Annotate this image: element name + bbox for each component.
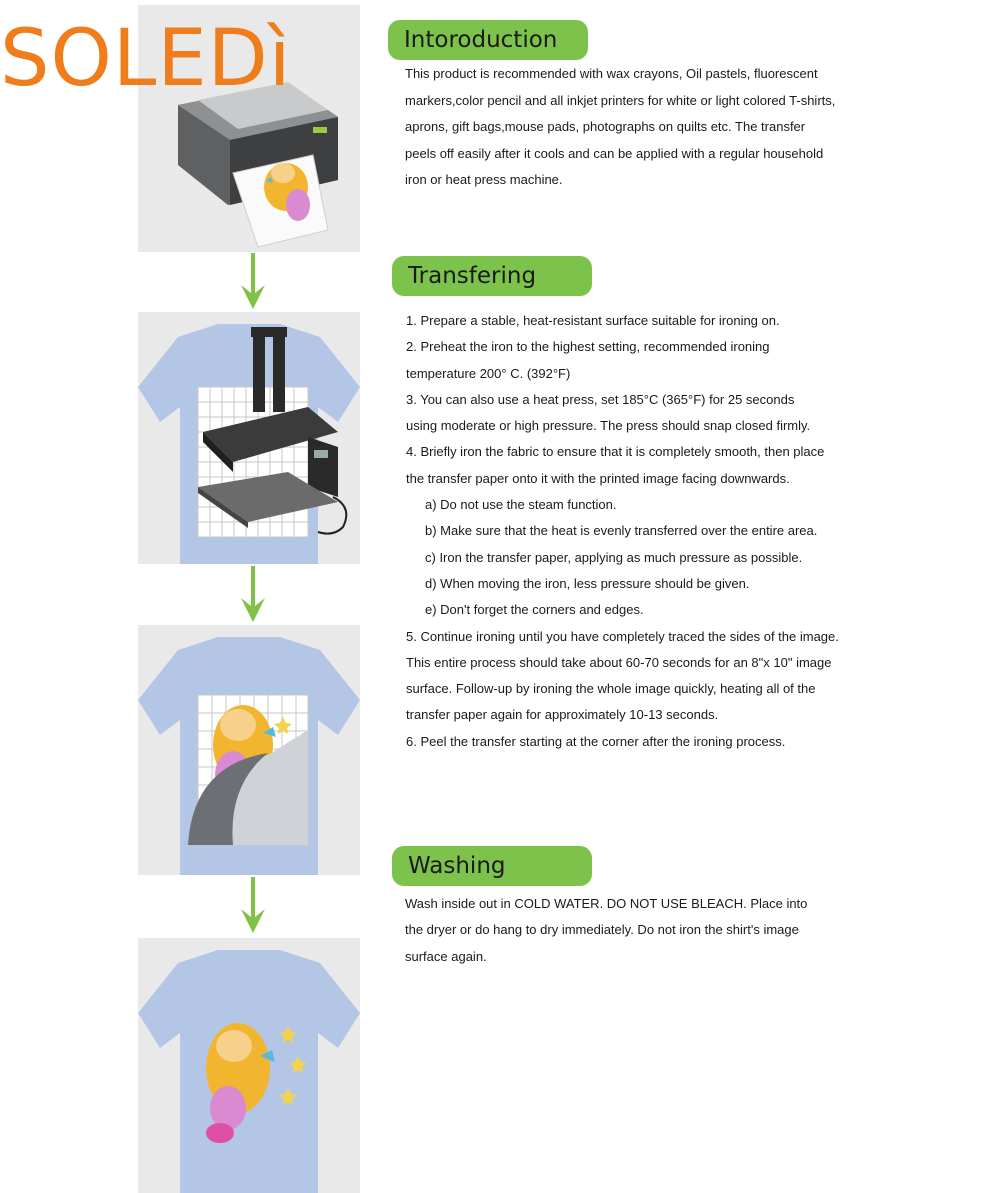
text-line: 5. Continue ironing until you have completely traced the sides of the image. <box>406 628 839 644</box>
peeling-transfer-illustration <box>138 625 360 875</box>
text-line: 3. You can also use a heat press, set 185°C (365°F) for 25 seconds <box>406 391 795 407</box>
step-arrow-3 <box>239 877 267 935</box>
text-line: temperature 200° C. (392°F) <box>406 365 571 381</box>
text-line: Wash inside out in COLD WATER. DO NOT USE BLEACH. Place into <box>405 896 808 911</box>
step-arrow-1 <box>239 253 267 311</box>
introduction-text <box>405 61 990 194</box>
text-line: iron or heat press machine. <box>405 172 563 187</box>
text-line: surface again. <box>405 948 487 964</box>
washing-text <box>405 891 990 970</box>
transfering-text <box>406 308 991 755</box>
heat-press-illustration <box>138 312 360 564</box>
text-line: a) Do not use the steam function. <box>425 497 617 513</box>
text-line: 2. Preheat the iron to the highest setting, recommended ironing <box>406 339 770 355</box>
finished-shirt-illustration <box>138 938 360 1193</box>
text-line: surface. Follow-up by ironing the whole image quickly, heating all of the <box>406 681 816 697</box>
introduction-heading: Intoroduction <box>388 20 588 60</box>
text-line: aprons, gift bags,mouse pads, photographs on quilts etc. The transfer <box>405 119 806 134</box>
text-line: markers,color pencil and all inkjet printers for white or light colored T-shirts, <box>405 92 836 108</box>
text-line: 4. Briefly iron the fabric to ensure that it is completely smooth, then place <box>406 444 825 460</box>
text-line: c) Iron the transfer paper, applying as much pressure as possible. <box>425 549 803 565</box>
step-arrow-2 <box>239 566 267 624</box>
text-line: 6. Peel the transfer starting at the corner after the ironing process. <box>406 733 786 749</box>
text-line: d) When moving the iron, less pressure should be given. <box>425 575 750 591</box>
text-line: the dryer or do hang to dry immediately. Do not iron the shirt's image <box>405 922 799 938</box>
washing-heading: Washing <box>392 846 592 886</box>
text-line: e) Don't forget the corners and edges. <box>425 602 644 618</box>
text-line: the transfer paper onto it with the printed image facing downwards. <box>406 470 790 486</box>
brand-logo: SOLEDì <box>0 14 292 104</box>
text-line: transfer paper again for approximately 10-13 seconds. <box>406 707 719 723</box>
text-line: This product is recommended with wax crayons, Oil pastels, fluorescent <box>405 66 818 81</box>
text-line: peels off easily after it cools and can be applied with a regular household <box>405 145 824 161</box>
text-line: using moderate or high pressure. The press should snap closed firmly. <box>406 418 811 434</box>
transfering-heading: Transfering <box>392 256 592 296</box>
text-line: This entire process should take about 60-70 seconds for an 8"x 10" image <box>406 654 832 670</box>
text-line: b) Make sure that the heat is evenly transferred over the entire area. <box>425 523 818 539</box>
text-line: 1. Prepare a stable, heat-resistant surface suitable for ironing on. <box>406 313 780 328</box>
